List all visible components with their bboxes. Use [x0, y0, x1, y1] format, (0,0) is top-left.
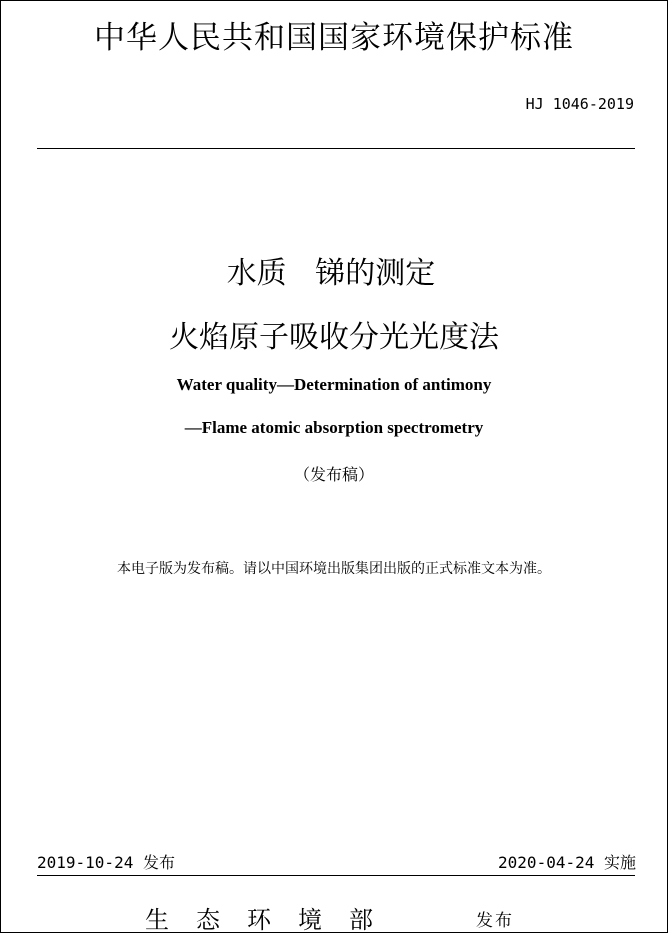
chinese-title-line-2: 火焰原子吸收分光光度法 [169, 320, 499, 355]
issuer-name: 生态环境部 [145, 906, 400, 934]
edition-note: 本电子版为发布稿。请以中国环境出版集团出版的正式标准文本为准。 [117, 561, 551, 577]
publish-date: 2019-10-24 发布 [37, 853, 175, 872]
bottom-divider [37, 875, 635, 876]
english-title-line-2: —Flame atomic absorption spectrometry [184, 418, 484, 437]
standard-category-title: 中华人民共和国国家环境保护标准 [94, 20, 574, 56]
standard-number: HJ 1046-2019 [525, 95, 634, 113]
draft-label: （发布稿） [293, 465, 374, 484]
top-divider [37, 148, 635, 149]
issuer-suffix: 发布 [476, 911, 514, 931]
effective-date: 2020-04-24 实施 [498, 853, 636, 872]
english-title-line-1: Water quality—Determination of antimony [176, 375, 492, 394]
chinese-title-line-1: 水质 锑的测定 [226, 256, 436, 291]
